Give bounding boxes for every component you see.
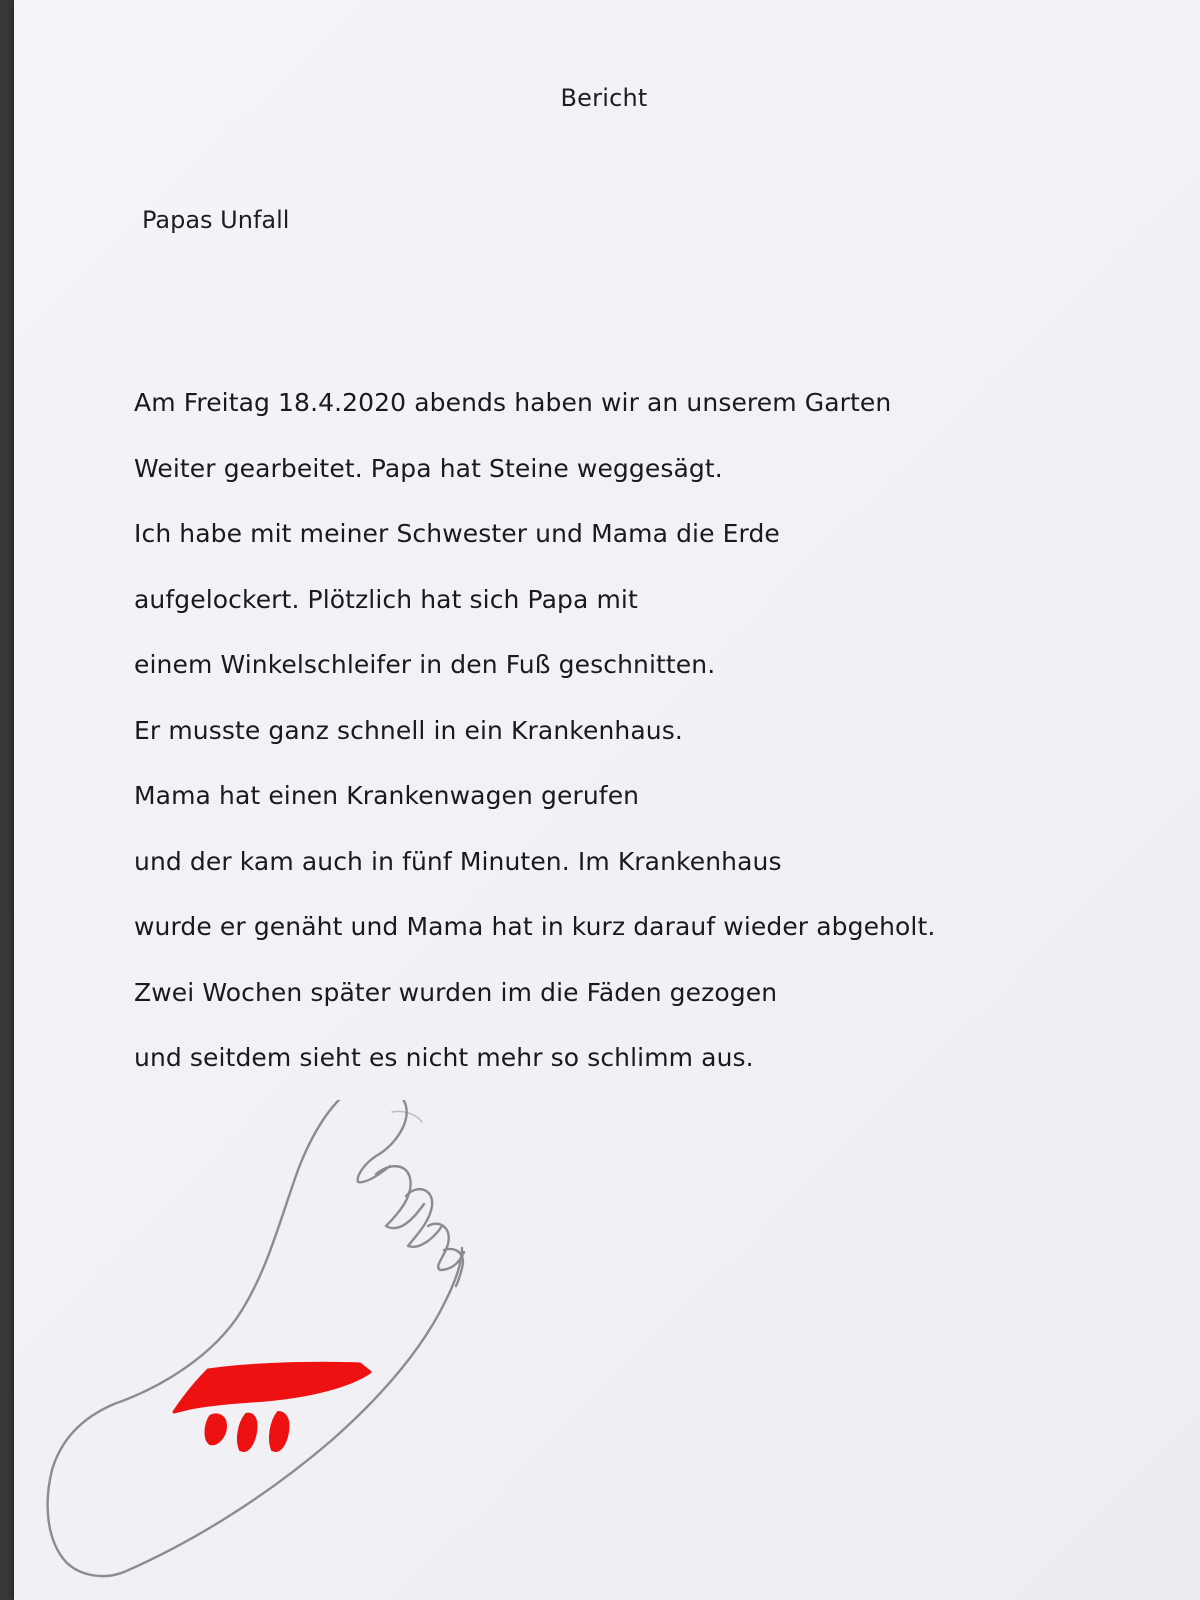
body-line: und seitdem sieht es nicht mehr so schlimm aus. [134, 1043, 754, 1072]
body-line: aufgelockert. Plötzlich hat sich Papa mit [134, 584, 638, 614]
foot-drawing [14, 1100, 534, 1600]
report-subtitle: Papas Unfall [142, 206, 290, 234]
body-line: Weiter gearbeitet. Papa hat Steine weggesägt. [134, 453, 723, 483]
wound-icon [174, 1363, 370, 1451]
body-line: Er musste ganz schnell in ein Krankenhaus. [134, 715, 683, 745]
body-line: wurde er genäht und Mama hat in kurz darauf wieder abgeholt. [134, 912, 936, 941]
body-line: einem Winkelschleifer in den Fuß geschnitten. [134, 650, 716, 679]
body-line: und der kam auch in fünf Minuten. Im Krankenhaus [134, 846, 782, 876]
report-heading: Bericht [560, 84, 648, 112]
body-line: Ich habe mit meiner Schwester und Mama die Erde [134, 519, 780, 548]
report-body [134, 388, 935, 1109]
foot-outline-icon [48, 1100, 464, 1576]
paper-sheet [14, 0, 1200, 1600]
body-line: Mama hat einen Krankenwagen gerufen [134, 781, 640, 810]
body-line: Am Freitag 18.4.2020 abends haben wir an unserem Garten [134, 388, 892, 417]
body-line: Zwei Wochen später wurden im die Fäden gezogen [134, 977, 778, 1007]
